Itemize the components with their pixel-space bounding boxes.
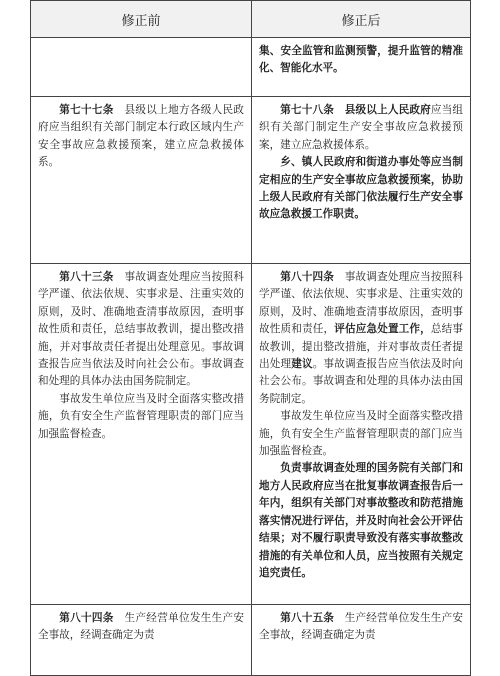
- paragraph: [38, 102, 244, 172]
- paragraph: 事故发生单位应当及时全面落实整改措施，负有安全生产监督管理职责的部门应当加强监督检查。: [259, 410, 463, 458]
- amended-text: 建议: [291, 358, 313, 371]
- article-text: 。事故调查报告应当依法及时向社会公布。事故调查和处理的具体办法由国务院制定。: [259, 358, 464, 405]
- amended-paragraph: 乡、镇人民政府和街道办事处等应当制定相应的生产安全事故应急救援预案，协助上级人民政府有关部门依法履行生产安全事故应急救援工作职责。: [259, 156, 463, 221]
- header-after: 修正后: [252, 1, 471, 38]
- paragraph: 事故发生单位应当及时全面落实整改措施，负有安全生产监督管理职责的部门应当加强监督检查。: [38, 392, 244, 440]
- cell-after: [252, 97, 471, 264]
- cell-before: [31, 264, 252, 605]
- table-row: [31, 264, 471, 605]
- article-text: 县级以上地方各级人民政府应当组织有关部门制定本行政区域内生产安全事故应急救援预案，建立应急救援体系。: [38, 104, 245, 169]
- table-row: [31, 605, 471, 676]
- amended-paragraph: 负责事故调查处理的国务院有关部门和地方人民政府应当在批复事故调查报告后一年内，组织有关部门对事故整改和防范措施落实情况进行评估，并及时向社会公开评估结果；对不履行职责导致没有落实事故整改措施的有关单位和人员，应当按照有关规定追究责任。: [259, 462, 463, 579]
- paragraph: [38, 610, 244, 645]
- paragraph: [259, 102, 463, 154]
- cell-after: [252, 264, 471, 605]
- cell-after: [252, 38, 471, 97]
- header-row: [31, 1, 471, 38]
- article-number: 第八十四条: [59, 612, 114, 624]
- amended-text: 县级以上人民政府: [344, 104, 431, 116]
- article-text: 应当组织有关部门制定生产安全事故应急救援预案，建立应急救援体系。: [259, 104, 464, 151]
- table-row: [31, 38, 471, 97]
- article-text: 总结事故教训，提出整改措施，并对事故责任者提出处理: [259, 323, 464, 371]
- table-row: [31, 97, 471, 264]
- paragraph: [259, 610, 463, 645]
- header-before: 修正前: [31, 1, 252, 38]
- article-number: 第七十七条: [59, 104, 114, 116]
- paragraph: [38, 269, 244, 391]
- amended-text: 评估应急处置工作，: [334, 323, 431, 336]
- comparison-table: [30, 0, 471, 676]
- article-number: 第八十四条: [280, 271, 335, 283]
- cell-text: 集、安全监管和监测预警，提升监管的精准化、智能化水平。: [259, 45, 463, 75]
- article-text: 事故调查处理应当按照科学严谨、依法依规、实事求是、注重实效的原则，及时、准确地查清事故原因，查明事故性质和责任，总结事故教训，提出整改措施，并对事故责任者提出处理意见。事故调查报告应当依法及时向社会公布。事故调查和处理的具体办法由国务院制定。: [38, 271, 245, 388]
- cell-before: [31, 38, 252, 97]
- cell-after: [252, 605, 471, 676]
- cell-before: [31, 97, 252, 264]
- article-text: 生产经营单位发生生产安全事故，经调查确定为责: [38, 612, 245, 642]
- article-number: 第八十五条: [280, 612, 335, 624]
- cell-before: [31, 605, 252, 676]
- article-text: 事故调查处理应当按照科学严谨、依法依规、实事求是、注重实效的原则，及时、准确地查清事故原因，查明事故性质和责任，: [259, 271, 464, 336]
- article-number: 第七十八条: [280, 104, 335, 116]
- article-text: 生产经营单位发生生产安全事故，经调查确定为责: [259, 612, 464, 642]
- paragraph: [259, 269, 463, 408]
- article-number: 第八十三条: [59, 271, 114, 283]
